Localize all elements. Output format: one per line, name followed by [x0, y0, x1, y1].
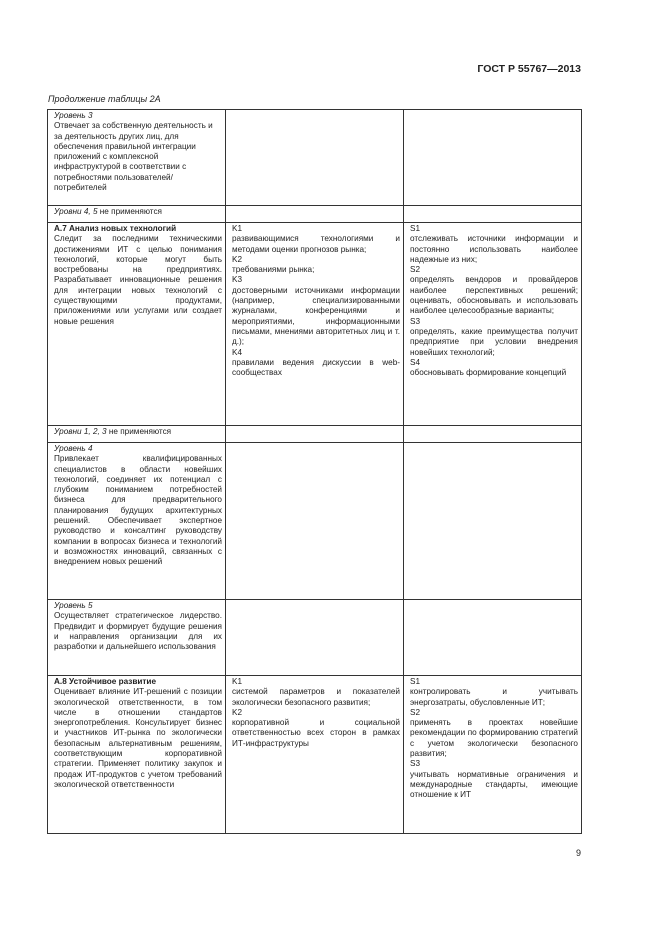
knowledge-text: корпоративной и социальной ответственностью всех сторон в рамках ИТ-инфраструктуры — [232, 718, 400, 748]
skill-text: применять в проектах новейшие рекомендации по формированию стратегий с учетом экологически безопасного развития; — [410, 718, 578, 759]
knowledge-text: правилами ведения дискуссии в web-сообществах — [232, 357, 400, 378]
knowledge-text: развивающимися технологиями и методами оценки прогнозов рынка; — [232, 234, 400, 254]
skill-text: обосновывать формирование концепций — [410, 368, 567, 378]
section-text: Следит за последними техническими достижениями ИТ с целью понимания технологий, которые могут быть востребованы на предприятиях. Разрабатывает инновационные решения для интеграции новых технологий с существующими продуктами, приложениями или услугами или создает новые решения — [54, 234, 222, 326]
levels-na-rest: не применяются — [97, 207, 162, 216]
description-cell — [48, 110, 226, 206]
skill-code: S1 — [410, 677, 421, 686]
level-title: Уровень 5 — [54, 601, 93, 610]
skill-text: определять вендоров и провайдеров наиболее перспективных решений; оценивать, обосновывать и использовать наиболее целесообразные варианты; — [410, 275, 578, 316]
section-title: А.8 Устойчивое развитие — [54, 677, 157, 686]
knowledge-text: требованиями рынка; — [232, 265, 315, 275]
knowledge-cell — [226, 600, 404, 676]
table-row — [48, 600, 582, 676]
skill-code: S4 — [410, 357, 421, 367]
document-code: ГОСТ Р 55767—2013 — [477, 63, 581, 75]
skill-text: контролировать и учитывать энергозатраты, обусловленные ИТ; — [410, 687, 578, 707]
table-row — [48, 443, 582, 600]
table-row — [48, 110, 582, 206]
knowledge-code: K1 — [232, 677, 243, 686]
knowledge-code: K2 — [232, 707, 243, 717]
skill-text: определять, какие преимущества получит предприятие при условии внедрения новейших технологий; — [410, 326, 578, 357]
skill-code: S2 — [410, 707, 421, 717]
section-title: А.7 Анализ новых технологий — [54, 224, 177, 233]
level-text: Осуществляет стратегическое лидерство. Предвидит и формирует будущие решения и направления организации для их разработки и дальнейшего использования — [54, 611, 222, 652]
levels-na-italic: Уровни 1, 2, 3 — [54, 427, 107, 436]
skill-code: S3 — [410, 316, 421, 326]
skills-cell — [404, 443, 582, 600]
competence-table — [47, 109, 582, 834]
knowledge-code: K3 — [232, 275, 243, 285]
table-row — [48, 676, 582, 834]
table-row — [48, 206, 582, 223]
skills-cell — [404, 223, 582, 426]
levels-na-rest: не применяются — [106, 427, 172, 436]
skill-code: S1 — [410, 224, 421, 233]
description-cell — [48, 600, 226, 676]
knowledge-text: достоверными источниками информации (например, специализированными журналами, конференциями и мероприятиями, информационными письмами, мнениями авторитетных лиц и т. д.); — [232, 285, 400, 347]
knowledge-cell — [226, 676, 404, 834]
knowledge-cell — [226, 443, 404, 600]
page-number: 9 — [575, 848, 581, 858]
table-row — [48, 426, 582, 443]
level-title: Уровень 3 — [54, 111, 93, 120]
skill-text: отслеживать источники информации и постоянно использовать наиболее надежные из них; — [410, 234, 578, 264]
skill-code: S3 — [410, 759, 421, 769]
table-caption: Продолжение таблицы 2А — [48, 94, 161, 104]
skills-cell — [404, 206, 582, 223]
description-cell — [48, 443, 226, 600]
knowledge-code: K1 — [232, 224, 243, 233]
description-cell — [48, 676, 226, 834]
levels-na-cell — [48, 426, 226, 443]
knowledge-text: системой параметров и показателей экологически безопасного развития; — [232, 687, 400, 707]
knowledge-code: K2 — [232, 254, 243, 264]
levels-na-cell — [48, 206, 226, 223]
section-text: Оценивает влияние ИТ-решений с позиции экологической ответственности, в том числе в отношении стандартов энергопотребления. Консультирует бизнес и участников ИТ-рынка по экологически безопасным альтернативным решениям, соответствующим корпоративной стратегии. Применяет политику закупок и продаж ИТ-продуктов с учетом требований экологической ответственности — [54, 687, 222, 789]
knowledge-cell — [226, 110, 404, 206]
description-cell — [48, 223, 226, 426]
levels-na-italic: Уровни 4, 5 — [54, 207, 98, 216]
level-text: Привлекает квалифицированных специалистов в области новейших технологий, соединяет их потенциал с глубоким пониманием потребностей бизнеса для предварительного планирования будущих архитектурных решений. Обеспечивает экспертное руководство и консалтинг руководству компании в вопросах бизнеса и технологий и возможностях инноваций, связанных с внедрением новых решений — [54, 454, 222, 567]
knowledge-code: K4 — [232, 347, 243, 357]
skill-code: S2 — [410, 265, 421, 275]
skills-cell — [404, 676, 582, 834]
knowledge-cell — [226, 426, 404, 443]
level-text: Отвечает за собственную деятельность и за деятельность других лиц, для обеспечения правильной интеграции приложений с комплексной инфраструктурой в соответствии с потребностями пользователей/ потребителей — [54, 121, 213, 193]
table-row — [48, 223, 582, 426]
knowledge-cell — [226, 206, 404, 223]
skills-cell — [404, 600, 582, 676]
knowledge-cell — [226, 223, 404, 426]
skill-text: учитывать нормативные ограничения и международные стандарты, имеющие отношение к ИТ — [410, 769, 578, 800]
level-title: Уровень 4 — [54, 444, 93, 453]
skills-cell — [404, 110, 582, 206]
skills-cell — [404, 426, 582, 443]
